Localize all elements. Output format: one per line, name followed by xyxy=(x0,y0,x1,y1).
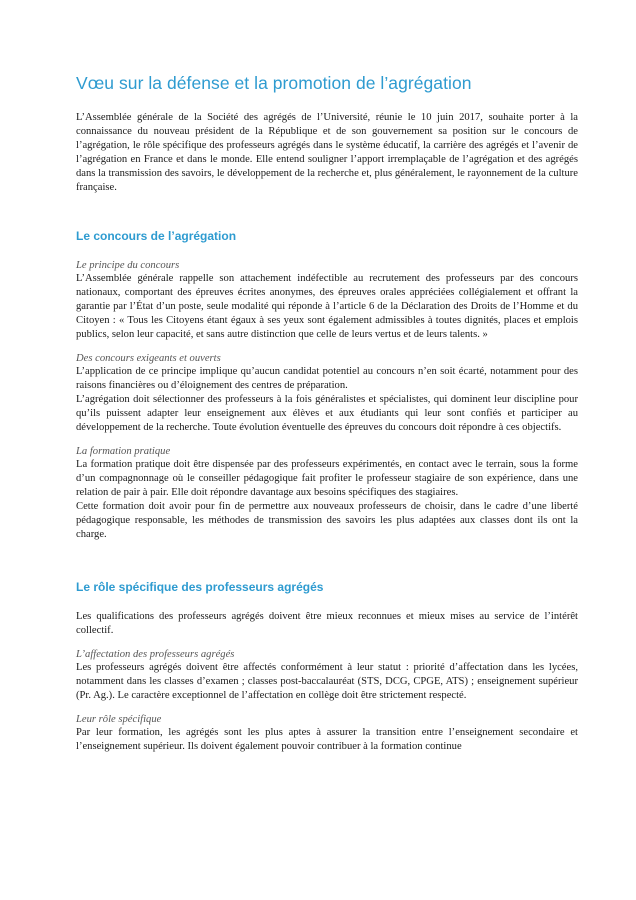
subsection-paragraph: L’application de ce principe implique qu’aucun candidat potentiel au concours n’en soit écarté, notamment pour des raisons financières ou d’éloignement des centres de préparation. xyxy=(76,366,578,391)
subsection-paragraph: La formation pratique doit être dispensée par des professeurs expérimentés, en contact avec le terrain, sous la forme d’un compagnonnage où le conseiller pédagogique fait profiter le professeur stagiaire de son expérience, dans une relation de pair à pair. Elle doit répondre davantage aux besoins spécifiques des stagiaires. xyxy=(76,459,578,498)
section-heading: Le rôle spécifique des professeurs agrégés xyxy=(76,580,324,594)
subsection-heading: L’affectation des professeurs agrégés xyxy=(76,649,235,660)
document-title: Vœu sur la défense et la promotion de l’agrégation xyxy=(76,73,472,93)
subsection-paragraph: Par leur formation, les agrégés sont les plus aptes à assurer la transition entre l’enseignement secondaire et l’enseignement supérieur. Ils doivent également pouvoir contribuer à la formation continue xyxy=(76,727,578,752)
subsection-heading: La formation pratique xyxy=(76,446,171,457)
subsection-paragraph: Les professeurs agrégés doivent être affectés conformément à leur statut : priorité d’affectation dans les lycées, notamment dans les classes d’examen ; classes post-baccalauréat (STS, DCG, CPGE, ATS) ; enseignement supérieur (Pr. Ag.). Le caractère exceptionnel de l’affectation en collège doit être strictement respecté. xyxy=(76,662,578,701)
section-heading: Le concours de l’agrégation xyxy=(76,229,237,243)
subsection-concours-exigeants xyxy=(76,352,578,435)
intro-paragraph: L’Assemblée générale de la Société des agrégés de l’Université, réunie le 10 juin 2017, souhaite porter à la connaissance du nouveau président de la République et de son gouvernement sa position sur le concours de l’agrégation, le rôle spécifique des professeurs agrégés dans le système éducatif, la carrière des agrégés et l’avenir de l’agrégation en France et dans le monde. Elle entend souligner l’apport irremplaçable de l’agrégation et des agrégés dans la transmission des savoirs, le développement de la recherche et, plus généralement, le rayonnement de la culture française. xyxy=(76,112,578,193)
section-lead-paragraph: Les qualifications des professeurs agrégés doivent être mieux reconnues et mieux mises au service de l’intérêt collectif. xyxy=(76,611,578,636)
subsection-affectation xyxy=(76,648,578,703)
section-role-specifique xyxy=(76,580,578,754)
subsection-paragraph: L’agrégation doit sélectionner des professeurs à la fois généralistes et spécialistes, qui dominent leur discipline pour qu’ils puissent adapter leur enseignement aux élèves et aux étudiants qui leur sont confiés et participer au développement de la recherche. Toute évolution éventuelle des épreuves du concours doit répondre à ces objectifs. xyxy=(76,394,578,433)
subsection-paragraph: Cette formation doit avoir pour fin de permettre aux nouveaux professeurs de choisir, dans le cadre d’une liberté pédagogique responsable, les méthodes de transmission des savoirs les plus adaptées aux classes dont ils ont la charge. xyxy=(76,501,578,540)
subsection-principe xyxy=(76,259,578,342)
section-concours xyxy=(76,229,578,542)
subsection-heading: Le principe du concours xyxy=(76,260,180,271)
subsection-heading: Des concours exigeants et ouverts xyxy=(76,353,221,364)
subsection-heading: Leur rôle spécifique xyxy=(76,714,162,725)
subsection-formation-pratique xyxy=(76,445,578,542)
subsection-paragraph: L’Assemblée générale rappelle son attachement indéfectible au recrutement des professeurs par des concours nationaux, comportant des épreuves écrites anonymes, des épreuves orales appréciées collégialement et offrant la garantie par l’État d’un poste, seule modalité qui réponde à l’article 6 de la Déclaration des Droits de l’Homme et du Citoyen : « Tous les Citoyens étant égaux à ses yeux sont également admissibles à toutes dignités, places et emplois publics, selon leur capacité, et sans autre distinction que celle de leurs vertus et de leurs talents. » xyxy=(76,273,578,340)
subsection-role xyxy=(76,713,578,754)
